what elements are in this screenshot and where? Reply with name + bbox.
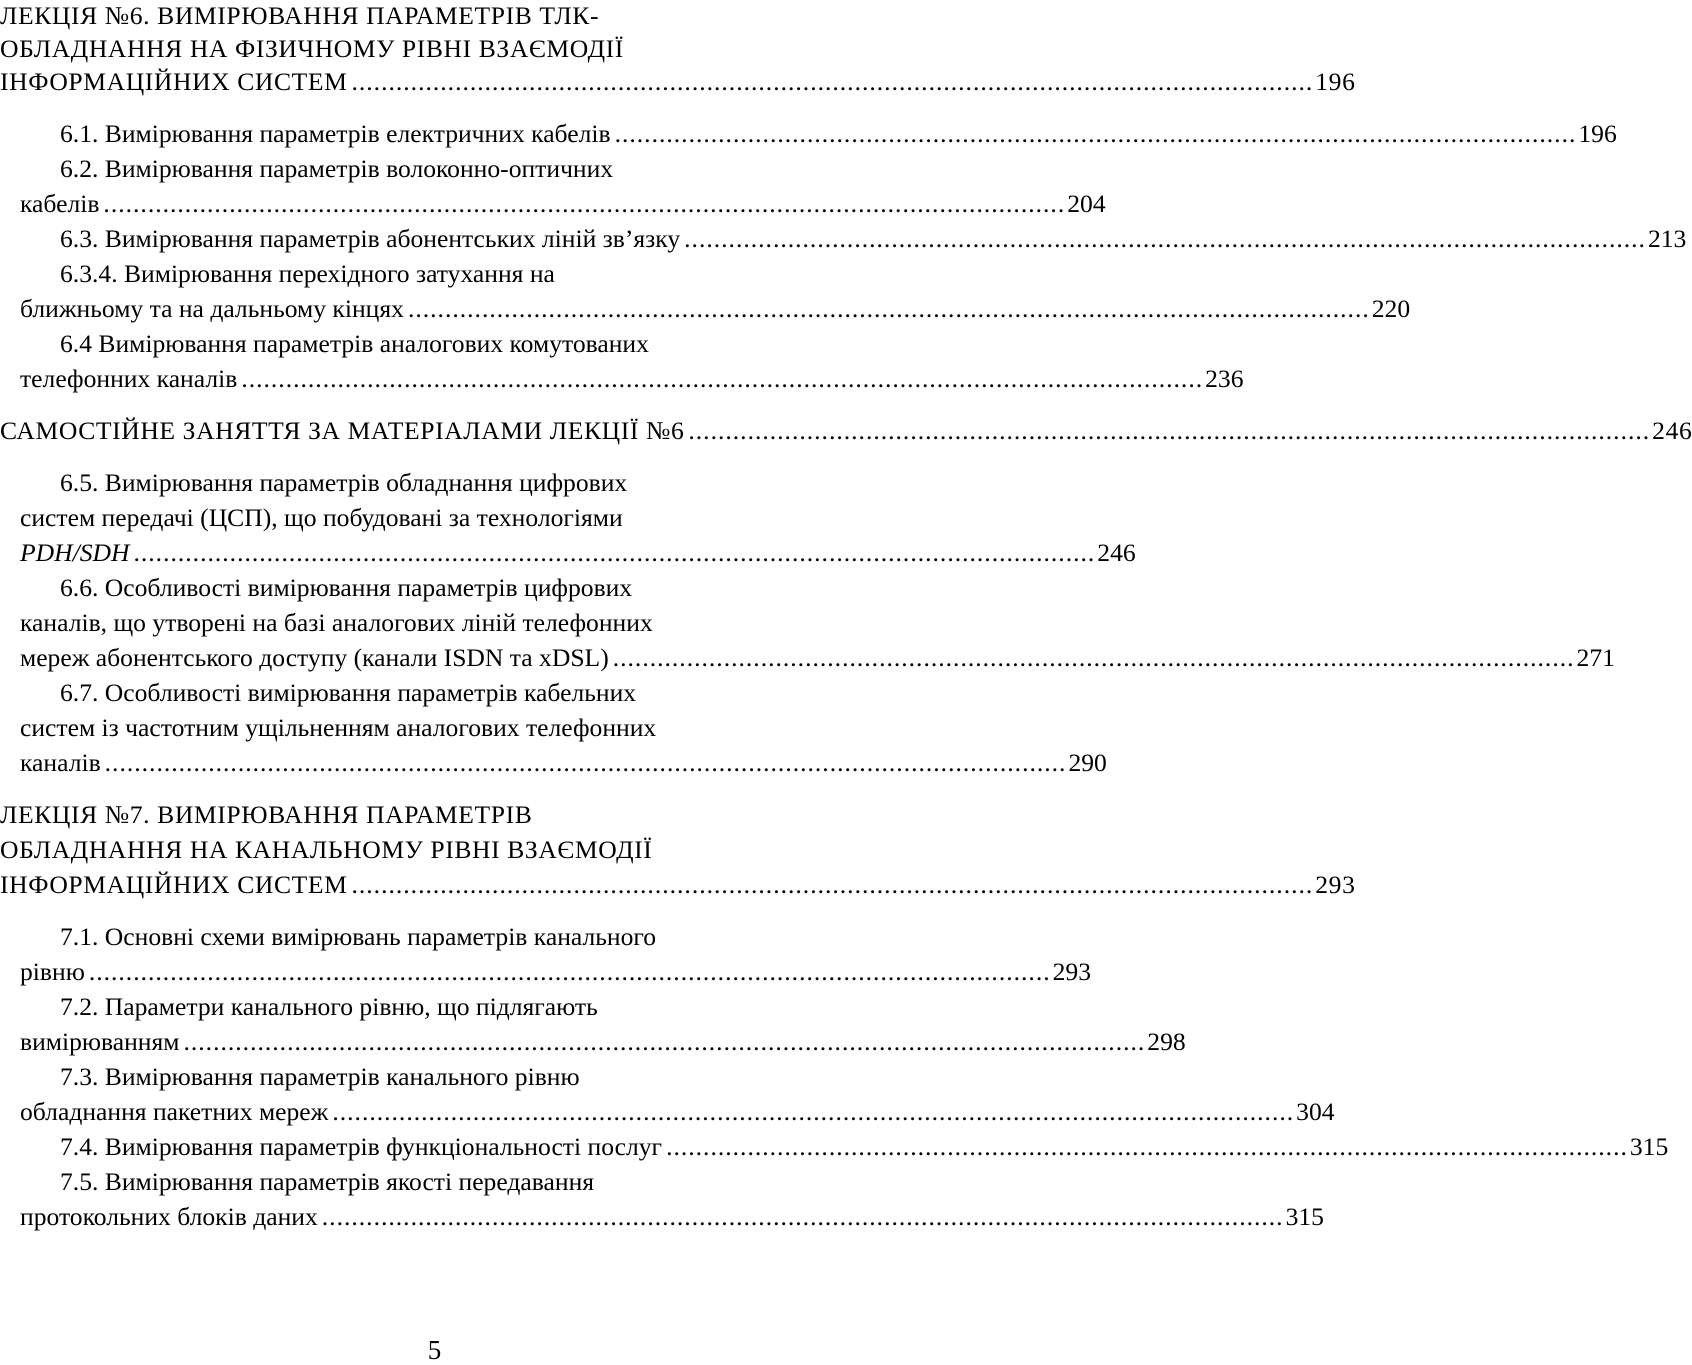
leader-dots: .................................................................................................................................. [351, 870, 1314, 899]
toc-entry-title: PDH/SDH [20, 538, 130, 567]
leader-dots: .................................................................................................................................. [688, 416, 1651, 445]
toc-entry-lecture-6[interactable] [0, 64, 1356, 99]
toc-entry-self-study[interactable] [0, 413, 1692, 448]
toc-entry-line: 7.1. Основні схеми вимірювань параметрів канального [60, 922, 657, 951]
toc-entry-line: 6.3.4. Вимірювання перехідного затухання на [60, 259, 555, 288]
toc-heading-line: ЛЕКЦІЯ №7. ВИМІРЮВАННЯ ПАРАМЕТРІВ [0, 800, 533, 829]
toc-page-number: 271 [1576, 643, 1615, 672]
leader-dots: .................................................................................................................................. [103, 189, 1066, 218]
toc-heading-line: ОБЛАДНАННЯ НА ФІЗИЧНОМУ РІВНІ ВЗАЄМОДІЇ [0, 34, 624, 63]
toc-page-number: 213 [1647, 224, 1687, 253]
toc-entry-title: вимірюванням [20, 1027, 180, 1056]
toc-entry-title: 6.1. Вимірювання параметрів електричних кабелів [60, 119, 611, 148]
toc-entry-7-1[interactable] [0, 954, 1091, 989]
leader-dots: .................................................................................................................................. [133, 538, 1096, 567]
toc-heading-line: ЛЕКЦІЯ №6. ВИМІРЮВАННЯ ПАРАМЕТРІВ ТЛК- [0, 1, 600, 30]
toc-entry-line: 6.7. Особливості вимірювання параметрів кабельних [60, 678, 637, 707]
toc-page-number: 236 [1205, 364, 1244, 393]
toc-entry-lecture-7[interactable] [0, 867, 1356, 902]
toc-entry-title: ІНФОРМАЦІЙНИХ СИСТЕМ [0, 67, 348, 96]
toc-page-number: 290 [1068, 748, 1107, 777]
page-number: 5 [427, 1335, 442, 1365]
leader-dots: .................................................................................................................................. [684, 224, 1646, 253]
toc-entry-line: 7.3. Вимірювання параметрів канального рівню [60, 1062, 580, 1091]
toc-entry-line: 6.5. Вимірювання параметрів обладнання цифрових [60, 468, 628, 497]
toc-entry-6-7[interactable] [0, 745, 1107, 780]
leader-dots: .................................................................................................................................. [104, 748, 1067, 777]
toc-page-number: 293 [1315, 870, 1356, 899]
toc-entry-title: 6.3. Вимірювання параметрів абонентських ліній зв’язку [60, 224, 681, 253]
toc-entry-7-2[interactable] [0, 1024, 1186, 1059]
leader-dots: .................................................................................................................................. [88, 957, 1051, 986]
toc-entry-title: ближньому та на дальньому кінцях [20, 294, 404, 323]
toc-entry-7-5[interactable] [0, 1199, 1324, 1234]
leader-dots: .................................................................................................................................. [407, 294, 1370, 323]
toc-entry-7-4[interactable] [0, 1129, 1669, 1164]
toc-entry-6-3[interactable] [0, 221, 1687, 256]
toc-page-number: 246 [1097, 538, 1136, 567]
toc-page-number: 315 [1629, 1132, 1669, 1161]
toc-page-number: 220 [1371, 294, 1411, 323]
toc-entry-6-6[interactable] [0, 640, 1615, 675]
toc-entry-title: рівню [20, 957, 85, 986]
leader-dots: .................................................................................................................................. [614, 119, 1577, 148]
toc-page-number: 196 [1578, 119, 1617, 148]
toc-entry-title: протокольних блоків даних [20, 1202, 318, 1231]
toc-entry-title: ІНФОРМАЦІЙНИХ СИСТЕМ [0, 870, 348, 899]
toc-entry-line: систем із частотним ущільненням аналогових телефонних [20, 713, 657, 742]
toc-entry-6-5[interactable] [0, 535, 1136, 570]
toc-page-number: 246 [1652, 416, 1692, 445]
toc-entry-line: 6.6. Особливості вимірювання параметрів цифрових [60, 573, 633, 602]
leader-dots: .................................................................................................................................. [321, 1202, 1284, 1231]
leader-dots: .................................................................................................................................. [666, 1132, 1628, 1161]
toc-entry-line: 6.2. Вимірювання параметрів волоконно-оптичних [60, 154, 614, 183]
toc-entry-line: 7.5. Вимірювання параметрів якості передавання [60, 1167, 595, 1196]
toc-entry-6-1[interactable] [0, 116, 1617, 151]
toc-page-number: 298 [1147, 1027, 1186, 1056]
toc-entry-line: систем передачі (ЦСП), що побудовані за технологіями [20, 503, 623, 532]
toc-entry-title: мереж абонентського доступу (канали ISDN та xDSL) [20, 643, 609, 672]
toc-entry-6-2[interactable] [0, 186, 1106, 221]
toc-entry-6-4[interactable] [0, 361, 1244, 396]
toc-entry-title: каналів [20, 748, 101, 777]
toc-entry-title: 7.4. Вимірювання параметрів функціональності послуг [60, 1132, 663, 1161]
toc-entry-6-3-4[interactable] [0, 291, 1411, 326]
toc-entry-line: 6.4 Вимірювання параметрів аналогових комутованих [60, 329, 649, 358]
leader-dots: .................................................................................................................................. [612, 643, 1575, 672]
leader-dots: .................................................................................................................................. [351, 67, 1314, 96]
toc-entry-7-3[interactable] [0, 1094, 1335, 1129]
toc-page-number: 315 [1285, 1202, 1324, 1231]
leader-dots: .................................................................................................................................. [183, 1027, 1146, 1056]
toc-entry-title: кабелів [20, 189, 100, 218]
toc-entry-line: каналів, що утворені на базі аналогових ліній телефонних [20, 608, 653, 637]
toc-page-number: 304 [1296, 1097, 1335, 1126]
toc-page-number: 196 [1315, 67, 1356, 96]
toc-entry-title: обладнання пакетних мереж [20, 1097, 329, 1126]
toc-heading-line: ОБЛАДНАННЯ НА КАНАЛЬНОМУ РІВНІ ВЗАЄМОДІЇ [0, 835, 653, 864]
toc-page-number: 293 [1052, 957, 1091, 986]
toc-entry-title: САМОСТІЙНЕ ЗАНЯТТЯ ЗА МАТЕРІАЛАМИ ЛЕКЦІЇ №6 [0, 416, 685, 445]
leader-dots: .................................................................................................................................. [241, 364, 1204, 393]
toc-page-number: 204 [1067, 189, 1106, 218]
leader-dots: .................................................................................................................................. [332, 1097, 1295, 1126]
toc-entry-title: телефонних каналів [20, 364, 238, 393]
toc-entry-line: 7.2. Параметри канального рівню, що підлягають [60, 992, 598, 1021]
